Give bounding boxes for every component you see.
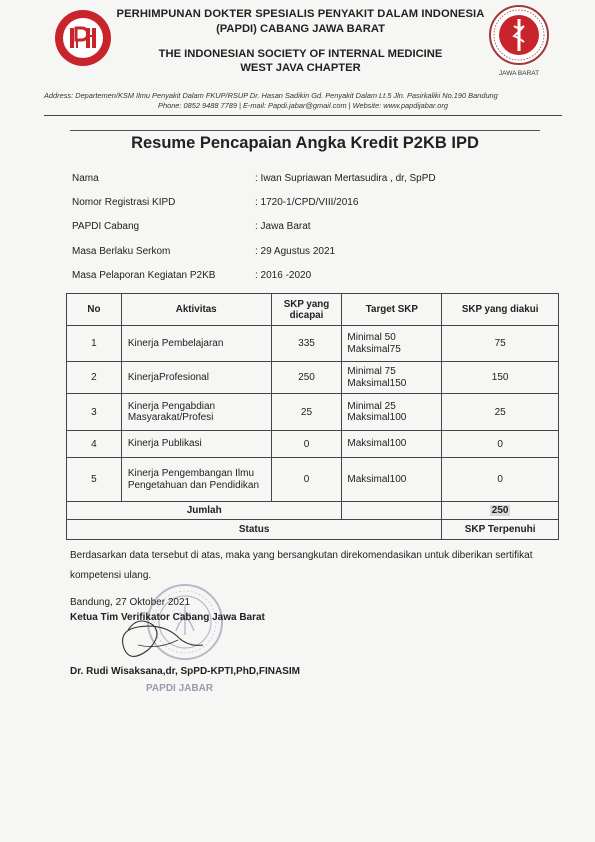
org-name-en: THE INDONESIAN SOCIETY OF INTERNAL MEDICINE — [158, 48, 443, 60]
cell-diakui: 75 — [442, 326, 559, 362]
target-min: Minimal 75 — [347, 366, 396, 377]
cell-aktivitas: Kinerja Pengabdian Masyarakat/Profesi — [121, 394, 271, 431]
info-key: Nama — [72, 173, 99, 184]
table-row — [67, 326, 559, 362]
cell-diakui: 0 — [442, 431, 559, 458]
signer-role: Ketua Tim Verifikator Cabang Jawa Barat — [70, 612, 265, 623]
skp-table — [66, 293, 559, 540]
jumlah-value-cell — [442, 502, 559, 520]
cell-aktivitas: Kinerja Pengembangan Ilmu Pengetahuan dan Pendidikan — [121, 458, 271, 502]
recommendation-text: Berdasarkan data tersebut di atas, maka yang bersangkutan direkomendasikan untuk diberikan sertifikat kompetensi ulang. — [70, 550, 533, 581]
col-header-target: Target SKP — [342, 294, 442, 326]
table-row — [67, 431, 559, 458]
papdi-logo — [53, 8, 113, 68]
seal-caption: JAWA BARAT — [498, 70, 540, 77]
cell-diakui: 150 — [442, 362, 559, 394]
info-key: Masa Pelaporan Kegiatan P2KB — [72, 270, 216, 281]
address-label: Address: — [44, 91, 74, 100]
cell-diakui: 0 — [442, 458, 559, 502]
info-value: : 2016 -2020 — [255, 270, 312, 281]
contact-line: Phone: 0852 9488 7789 | E-mail: Papdi.jabar@gmail.com | Website: www.papdijabar.org — [158, 101, 448, 110]
cell-diakui: 25 — [442, 394, 559, 431]
status-row — [67, 520, 559, 540]
jumlah-value: 250 — [491, 505, 509, 516]
info-value: : 1720-1/CPD/VIII/2016 — [255, 197, 359, 208]
table-header-row — [67, 294, 559, 326]
cell-target: Maksimal100 — [342, 458, 442, 502]
handwritten-signature — [108, 600, 218, 670]
info-value: : 29 Agustus 2021 — [255, 246, 336, 257]
info-key: PAPDI Cabang — [72, 221, 140, 232]
status-label: Status — [67, 520, 442, 540]
cell-dicapai: 250 — [271, 362, 342, 394]
cell-dicapai: 0 — [271, 458, 342, 502]
cell-no: 1 — [67, 326, 122, 362]
place-date: Bandung, 27 Oktober 2021 — [70, 597, 191, 608]
cell-dicapai: 0 — [271, 431, 342, 458]
col-header-aktivitas: Aktivitas — [121, 294, 271, 326]
table-row — [67, 362, 559, 394]
cell-aktivitas: Kinerja Pembelajaran — [121, 326, 271, 362]
document-title: Resume Pencapaian Angka Kredit P2KB IPD — [131, 134, 479, 152]
cell-target — [342, 362, 442, 394]
cell-aktivitas: Kinerja Publikasi — [121, 431, 271, 458]
col-header-no: No — [67, 294, 122, 326]
header-divider — [44, 115, 562, 116]
target-max: Maksimal150 — [347, 377, 407, 389]
cell-no: 2 — [67, 362, 122, 394]
col-header-dicapai: SKP yang dicapai — [271, 294, 342, 326]
target-min: Minimal 25 — [347, 400, 396, 412]
org-name-id: PERHIMPUNAN DOKTER SPESIALIS PENYAKIT DALAM INDONESIA — [116, 8, 485, 20]
info-value: : Jawa Barat — [255, 221, 311, 232]
papdi-jabar-seal-icon — [488, 4, 550, 66]
info-key: Masa Berlaku Serkom — [72, 246, 171, 257]
address-text: Departemen/KSM Ilmu Penyakit Dalam FKUP/RSUP Dr. Hasan Sadikin Gd. Penyakit Dalam Lt.5 Jln. Pasirkaliki No.190 Bandung — [75, 91, 498, 100]
cell-no: 3 — [67, 394, 122, 431]
stamp-caption: PAPDI JABAR — [146, 683, 214, 694]
jumlah-row — [67, 502, 559, 520]
cell-target — [342, 394, 442, 431]
status-value: SKP Terpenuhi — [442, 520, 559, 540]
org-branch-en: WEST JAVA CHAPTER — [240, 62, 361, 74]
cell-target: Maksimal100 — [342, 431, 442, 458]
org-branch-id: (PAPDI) CABANG JAWA BARAT — [216, 23, 385, 35]
table-row — [67, 458, 559, 502]
address-line — [44, 90, 562, 101]
jumlah-empty — [342, 502, 442, 520]
title-divider — [70, 130, 540, 131]
target-min: Minimal 50 — [347, 332, 396, 343]
info-value: : Iwan Supriawan Mertasudira , dr, SpPD — [255, 173, 436, 184]
cell-aktivitas: KinerjaProfesional — [121, 362, 271, 394]
jumlah-label: Jumlah — [67, 502, 342, 520]
target-max: Maksimal100 — [347, 412, 407, 423]
cell-dicapai: 25 — [271, 394, 342, 431]
col-header-diakui: SKP yang diakui — [442, 294, 559, 326]
cell-no: 4 — [67, 431, 122, 458]
cell-target — [342, 326, 442, 362]
signer-name: Dr. Rudi Wisaksana,dr, SpPD-KPTI,PhD,FINASIM — [70, 666, 300, 677]
table-row — [67, 394, 559, 431]
info-key: Nomor Registrasi KIPD — [72, 197, 176, 208]
target-max: Maksimal75 — [347, 343, 401, 355]
cell-no: 5 — [67, 458, 122, 502]
cell-dicapai: 335 — [271, 326, 342, 362]
